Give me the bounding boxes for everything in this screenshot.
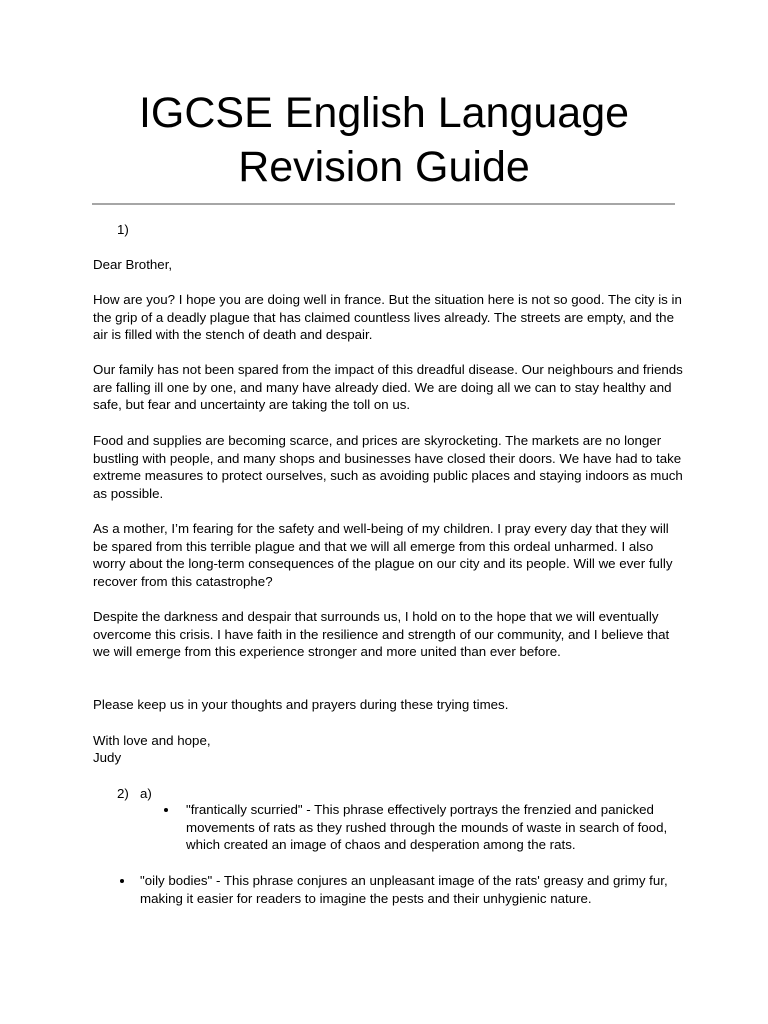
bullet-icon [120, 879, 124, 883]
letter-paragraph-6: Please keep us in your thoughts and prayers during these trying times. [93, 697, 509, 712]
letter-paragraph-1: How are you? I hope you are doing well in france. But the situation here is not so good. The city is in the grip of a deadly plague that has claimed countless lives already. The streets are empty, and the air is filled with the stench of death and despair. [93, 292, 682, 343]
letter-paragraph-2: Our family has not been spared from the impact of this dreadful disease. Our neighbours and friends are falling ill one by one, and many have already died. We are doing all we can to stay healthy and safe, but fear and uncertainty are taking the toll on us. [93, 362, 683, 413]
letter-signature: Judy [93, 750, 122, 765]
letter-greeting: Dear Brother, [93, 257, 173, 272]
title-line-2: Revision Guide [238, 143, 530, 191]
letter-paragraph-5: Despite the darkness and despair that surrounds us, I hold on to the hope that we will eventually overcome this crisis. I have faith in the resilience and strength of our community, and I believe that we will emerge from this experience stronger and more united than ever before. [93, 609, 670, 660]
document-title [0, 86, 768, 194]
letter-paragraph-4: As a mother, I’m fearing for the safety and well-being of my children. I pray every day that they will be spared from this terrible plague and that we will all emerge from this ordeal unharmed. I also worry about the long-term consequences of the plague on our city and its people. Will we ever fully recover from this catastrophe? [93, 521, 673, 589]
title-line-1: IGCSE English Language [138, 89, 630, 137]
question-2-sub-letter: a) [140, 786, 152, 801]
question-2-number: 2) [117, 786, 129, 801]
bullet-icon [164, 808, 168, 812]
bullet-item-2: "oily bodies" - This phrase conjures an unpleasant image of the rats' greasy and grimy fur, making it easier for readers to imagine the pests and their unhygienic nature. [140, 873, 668, 906]
question-1-number: 1) [117, 222, 129, 237]
letter-paragraph-3: Food and supplies are becoming scarce, and prices are skyrocketing. The markets are no longer bustling with people, and many shops and businesses have closed their doors. We have had to take extreme measures to protect ourselves, such as avoiding public places and staying indoors as much as possible. [93, 433, 683, 501]
letter-signoff: With love and hope, [93, 733, 211, 748]
title-divider [92, 203, 675, 205]
bullet-item-1: "frantically scurried" - This phrase effectively portrays the frenzied and panicked movements of rats as they rushed through the mounds of waste in search of food, which created an image of chaos and desperation among the rats. [186, 802, 668, 853]
